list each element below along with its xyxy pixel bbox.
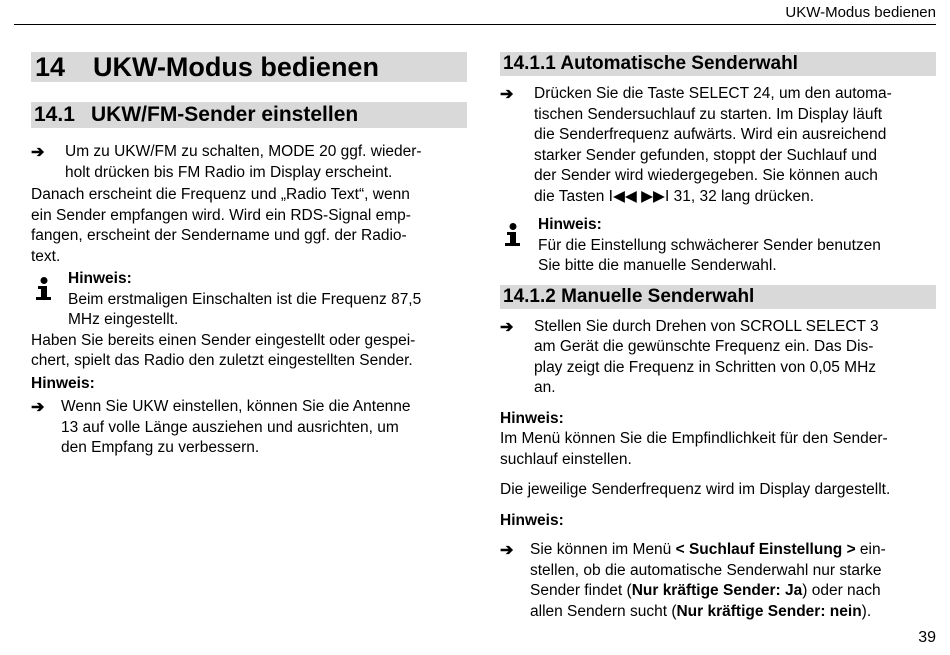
text-line: chert, spielt das Radio den zuletzt eingestellten Sender. <box>31 352 413 369</box>
text-line: am Gerät die gewünschte Frequenz ein. Das Dis- <box>534 338 874 355</box>
arrow-right-icon: ➔ <box>31 399 45 416</box>
chapter-heading <box>31 52 467 82</box>
text-line: tischen Sendersuchlauf zu starten. Im Display läuft <box>534 105 883 123</box>
arrow-right-icon: ➔ <box>500 542 514 559</box>
info-icon <box>502 223 524 252</box>
bullet-mode-switch <box>31 142 467 183</box>
hint-label: Hinweis: <box>31 374 95 392</box>
text-line: suchlauf einstellen. <box>500 450 632 468</box>
paragraph-last-station <box>31 331 467 372</box>
text-line: starker Sender gefunden, stoppt der Suchlauf und <box>534 146 877 164</box>
text-line: 13 auf volle Länge ausziehen und ausrichten, um <box>61 418 399 436</box>
text-line: Für die Einstellung schwächerer Sender benutzen <box>538 236 881 254</box>
text-line: Haben Sie bereits einen Sender eingestellt oder gespei- <box>31 331 416 349</box>
text-line: ein Sender empfangen wird. Wird ein RDS-Signal emp- <box>31 206 411 224</box>
text-line: Sender findet (Nur kräftige Sender: Ja) oder nach <box>530 582 881 599</box>
text-line: stellen, ob die automatische Senderwahl nur starke <box>530 561 882 579</box>
text-line: allen Sendern sucht (Nur kräftige Sender: nein). <box>530 602 872 620</box>
subsection-heading-automatic: 14.1.1 Automatische Senderwahl <box>500 52 936 76</box>
arrow-right-icon: ➔ <box>500 86 514 103</box>
hint-label: Hinweis: <box>500 409 564 427</box>
section-number: 14.1 <box>34 103 75 126</box>
chapter-number: 14 <box>35 52 66 82</box>
subsection-heading-manual: 14.1.2 Manuelle Senderwahl <box>500 285 936 309</box>
bullet-antenna <box>31 397 467 459</box>
text-line: Drücken Sie die Taste SELECT 24, um den automa- <box>534 85 892 102</box>
text-line: play zeigt die Frequenz in Schritten von 0,05 MHz <box>534 358 877 376</box>
bullet-search-setting <box>500 540 936 622</box>
section-heading <box>31 102 467 128</box>
header-rule <box>14 24 936 25</box>
text-line: Im Menü können Sie die Empfindlichkeit für den Sender- <box>500 430 888 447</box>
bullet-auto-search <box>500 84 936 207</box>
text-line: Sie können im Menü < Suchlauf Einstellung > ein- <box>530 541 886 558</box>
text-line: an. <box>534 379 556 396</box>
text-line: Sie bitte die manuelle Senderwahl. <box>538 257 777 274</box>
chapter-title: UKW-Modus bedienen <box>93 52 379 82</box>
text-line: fangen, erscheint der Sendername und ggf. der Radio- <box>31 227 407 244</box>
arrow-right-icon: ➔ <box>31 144 45 161</box>
text-line: MHz eingestellt. <box>68 311 179 328</box>
text-line: Um zu UKW/FM zu schalten, MODE 20 ggf. wieder- <box>65 143 422 160</box>
text-line: der Sender wird wiedergegeben. Sie können auch <box>534 167 878 184</box>
note-label: Hinweis: <box>538 216 602 233</box>
section-title: UKW/FM-Sender einstellen <box>91 103 359 126</box>
info-icon <box>33 277 55 306</box>
text-line: Wenn Sie UKW einstellen, können Sie die Antenne <box>61 398 411 415</box>
paragraph-sensitivity <box>500 429 936 470</box>
running-header: UKW-Modus bedienen <box>785 4 936 21</box>
right-column <box>500 52 936 622</box>
paragraph-frequency-display <box>31 185 467 267</box>
text-line: Beim erstmaligen Einschalten ist die Frequenz 87,5 <box>68 290 422 308</box>
text-line: holt drücken bis FM Radio im Display erscheint. <box>65 163 393 181</box>
hint-label: Hinweis: <box>500 511 564 529</box>
note-first-start <box>31 269 467 331</box>
bullet-manual-tuning <box>500 317 936 399</box>
arrow-right-icon: ➔ <box>500 318 514 336</box>
page-number: 39 <box>918 629 936 646</box>
paragraph-frequency-shown: Die jeweilige Senderfrequenz wird im Display dargestellt. <box>500 481 891 498</box>
note-label: Hinweis: <box>68 270 132 287</box>
note-weak-stations <box>500 215 936 277</box>
left-column <box>31 52 467 459</box>
text-line: Stellen Sie durch Drehen von SCROLL SELECT 3 <box>534 317 879 335</box>
text-line: den Empfang zu verbessern. <box>61 439 260 456</box>
text-line: die Senderfrequenz aufwärts. Wird ein ausreichend <box>534 126 887 143</box>
text-line: Danach erscheint die Frequenz und „Radio Text“, wenn <box>31 186 410 203</box>
text-line: die Tasten I◀◀ ▶▶I 31, 32 lang drücken. <box>534 187 815 205</box>
text-line: text. <box>31 247 61 265</box>
